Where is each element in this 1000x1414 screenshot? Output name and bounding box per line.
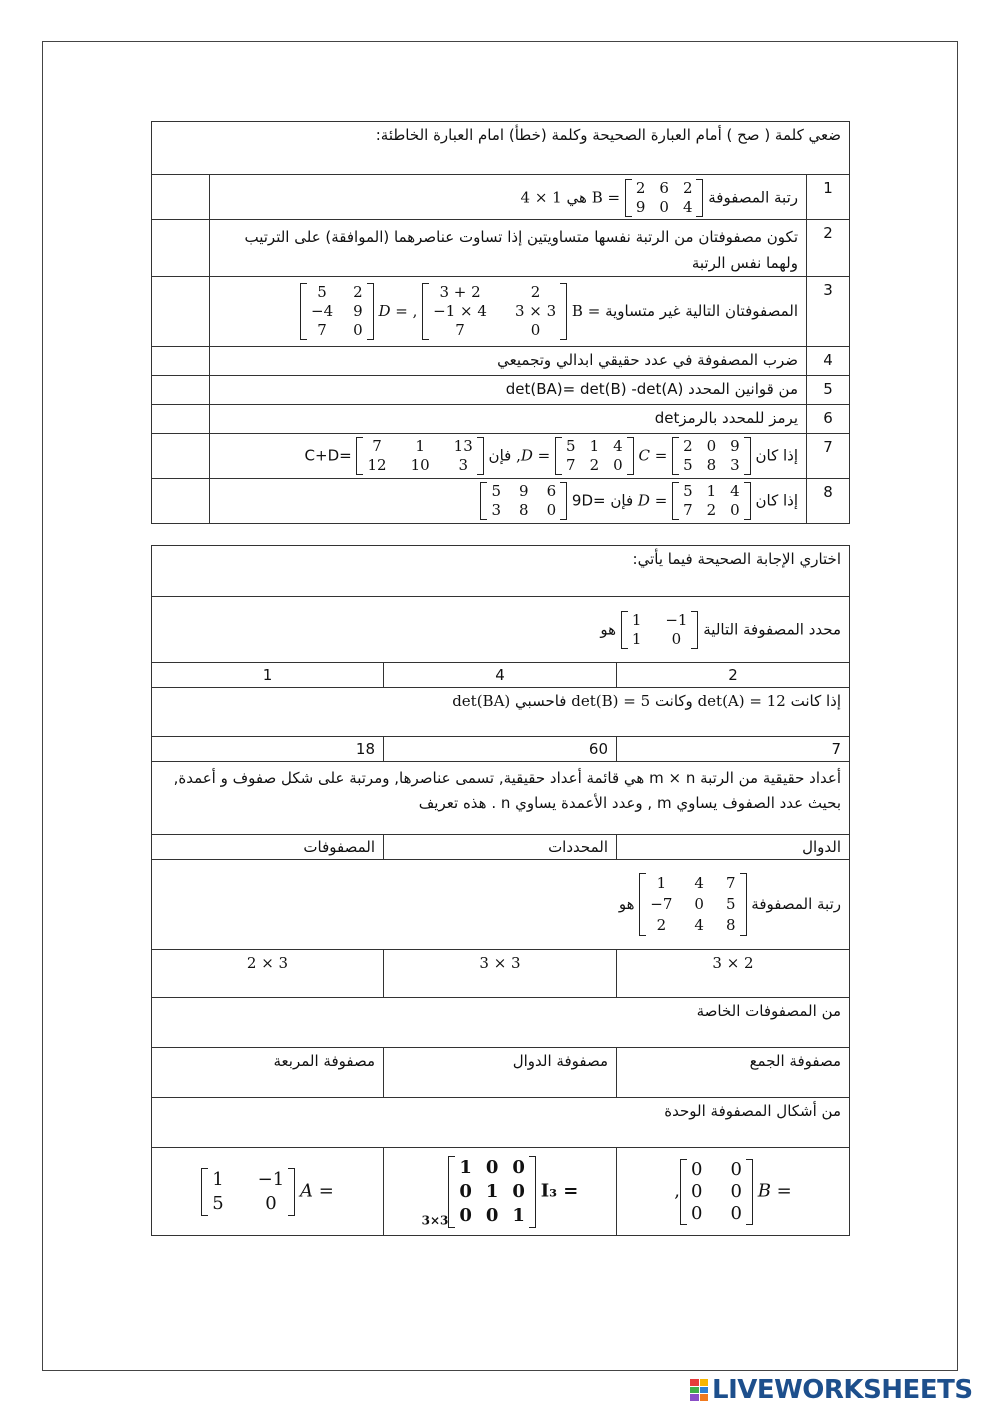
matrix-grid: 0 0 0 0 0 0 bbox=[691, 1158, 742, 1224]
matrix-grid: 2 0 9 5 8 3 bbox=[683, 437, 740, 474]
option[interactable]: 60 bbox=[384, 737, 617, 762]
statement-8 bbox=[210, 479, 807, 524]
matrix-grid: 2 6 2 9 0 4 bbox=[635, 179, 693, 216]
statement-text: هي bbox=[566, 188, 587, 207]
option[interactable]: 1 bbox=[152, 663, 384, 688]
question-text: إذا كانت bbox=[790, 692, 842, 710]
option[interactable]: الدوال bbox=[617, 835, 850, 860]
result-label: 9D= bbox=[571, 491, 606, 510]
matrix-label: A = bbox=[299, 1180, 334, 1201]
question-6: من أشكال المصفوفة الوحدة bbox=[152, 1098, 850, 1148]
statement-6 bbox=[210, 405, 807, 434]
matrix-grid: 1 0 0 0 1 0 0 0 1 bbox=[459, 1156, 525, 1226]
statement-4: ضرب المصفوفة في عدد حقيقي ابدالي وتجميعي bbox=[210, 347, 807, 376]
matrix-d bbox=[300, 283, 374, 340]
option-matrix bbox=[448, 1156, 536, 1228]
matrix-grid: 1 −1 1 0 bbox=[631, 610, 688, 648]
matrix-grid: 5 1 4 7 2 0 bbox=[683, 482, 740, 519]
answer-cell-5[interactable] bbox=[152, 376, 210, 405]
option[interactable]: المحددات bbox=[384, 835, 617, 860]
option[interactable]: 4 bbox=[384, 663, 617, 688]
statement-text: فإن bbox=[610, 491, 634, 510]
liveworksheets-logo[interactable] bbox=[690, 1375, 973, 1405]
question-text: هو bbox=[618, 895, 635, 913]
statement-text: يرمز للمحدد بالرمز bbox=[679, 409, 798, 427]
answer-cell-3[interactable] bbox=[152, 277, 210, 347]
matrix-label: B = bbox=[591, 188, 621, 207]
matrix-label: B = bbox=[571, 302, 601, 320]
matrix-grid: 3 + 2 2 −1 × 4 3 × 3 7 0 bbox=[433, 283, 557, 339]
statement-text: رتبة المصفوفة bbox=[708, 188, 798, 207]
item-number: 3 bbox=[807, 277, 850, 347]
statement-2: تكون مصفوفتان من الرتبة نفسها متساويتين إذا تساوت عناصرهما (الموافقة) على الترتيب ولهما نفس الرتبة bbox=[210, 220, 807, 277]
statement-text: فإن bbox=[488, 446, 512, 465]
option[interactable]: مصفوفة الجمع bbox=[617, 1048, 850, 1098]
matrix-grid: 5 9 6 3 8 0 bbox=[491, 482, 557, 519]
section1-title: ضعي كلمة ( صح ) أمام العبارة الصحيحة وكلمة (خطأ) امام العبارة الخاطئة: bbox=[152, 122, 850, 175]
statement-text: المصفوفتان التالية غير متساوية bbox=[605, 302, 798, 320]
logo-icon bbox=[690, 1379, 708, 1401]
statement-text: من قوانين المحدد bbox=[688, 380, 798, 398]
matrix-grid: 5 1 4 7 2 0 bbox=[566, 437, 623, 474]
question-text: هو bbox=[600, 620, 617, 638]
formula: det(B) = 5 bbox=[571, 692, 651, 710]
item-number: 5 bbox=[807, 376, 850, 405]
statement-5 bbox=[210, 376, 807, 405]
statement-text: إذا كان bbox=[755, 446, 798, 465]
option-matrix bbox=[680, 1159, 753, 1225]
answer-cell-1[interactable] bbox=[152, 175, 210, 220]
result-label: C+D= bbox=[304, 446, 352, 465]
matrix-grid: 1 4 7 −7 0 5 2 4 8 bbox=[650, 874, 736, 934]
matrix-label: D = bbox=[637, 491, 668, 510]
question-3: أعداد حقيقية من الرتبة m × n هي قائمة أعداد حقيقية, تسمى عناصرها, ومرتبة على شكل صفوف و أعمدة, بحيث عدد الصفوف يساوي m , وعدد الأعمدة يساوي n . هذه تعريف bbox=[152, 762, 850, 835]
item-number: 2 bbox=[807, 220, 850, 277]
question-5: من المصفوفات الخاصة bbox=[152, 998, 850, 1048]
matrix-result bbox=[480, 482, 567, 520]
answer-cell-6[interactable] bbox=[152, 405, 210, 434]
option[interactable]: 7 bbox=[617, 737, 850, 762]
item-number: 8 bbox=[807, 479, 850, 524]
matrix-grid: 1 −1 5 0 bbox=[212, 1168, 285, 1214]
question-2 bbox=[152, 688, 850, 737]
formula: det(BA) bbox=[452, 692, 511, 710]
answer-cell-7[interactable] bbox=[152, 434, 210, 479]
order-expression: 4 × 1 bbox=[520, 188, 562, 207]
option[interactable]: 2 bbox=[617, 663, 850, 688]
question-matrix bbox=[639, 873, 746, 936]
section2-title: اختاري الإجابة الصحيحة فيما يأتي: bbox=[152, 546, 850, 597]
option[interactable]: المصفوفات bbox=[152, 835, 384, 860]
answer-cell-8[interactable] bbox=[152, 479, 210, 524]
statement-1 bbox=[210, 175, 807, 220]
option-a[interactable] bbox=[152, 1148, 384, 1236]
option[interactable]: 3 × 2 bbox=[617, 950, 850, 998]
statement-7: إذا كان 2 0 9 5 8 3 C = 5 1 4 7 2 0 D =, فإن 7 1 13 12 10 3 C+D= bbox=[210, 434, 807, 479]
formula: det(A) = 12 bbox=[697, 692, 786, 710]
answer-cell-4[interactable] bbox=[152, 347, 210, 376]
matrix-d bbox=[555, 437, 634, 475]
option-identity[interactable] bbox=[384, 1148, 617, 1236]
matrix-b bbox=[625, 179, 704, 217]
matrix-label: B = bbox=[757, 1180, 792, 1201]
matrix-c bbox=[672, 437, 751, 475]
option[interactable]: 18 bbox=[152, 737, 384, 762]
true-false-table bbox=[151, 121, 850, 524]
matrix-result bbox=[356, 437, 483, 475]
matrix-d bbox=[672, 482, 751, 520]
matrix-subscript: 3×3 bbox=[421, 1213, 449, 1227]
multiple-choice-table bbox=[151, 545, 850, 1236]
question-text: رتبة المصفوفة bbox=[751, 895, 842, 913]
option[interactable]: 3 × 3 bbox=[384, 950, 617, 998]
option[interactable]: 2 × 3 bbox=[152, 950, 384, 998]
item-number: 1 bbox=[807, 175, 850, 220]
item-number: 4 bbox=[807, 347, 850, 376]
question-text: محدد المصفوفة التالية bbox=[703, 620, 842, 638]
brand-name: LIVEWORKSHEETS bbox=[712, 1375, 973, 1405]
option-matrix bbox=[201, 1168, 295, 1216]
matrix-label: I₃ = bbox=[540, 1180, 579, 1201]
matrix-grid: 5 2 −4 9 7 0 bbox=[311, 283, 363, 339]
item-number: 7 bbox=[807, 434, 850, 479]
question-text: فاحسبي bbox=[515, 692, 567, 710]
question-4 bbox=[152, 860, 850, 950]
item-number: 6 bbox=[807, 405, 850, 434]
option-b[interactable] bbox=[617, 1148, 850, 1236]
answer-cell-2[interactable] bbox=[152, 220, 210, 277]
formula: det bbox=[654, 409, 680, 427]
question-matrix bbox=[621, 611, 699, 649]
option[interactable]: مصفوفة المربعة bbox=[152, 1048, 384, 1098]
matrix-label: D = bbox=[520, 446, 551, 465]
question-1 bbox=[152, 597, 850, 663]
matrix-b bbox=[422, 283, 567, 340]
option[interactable]: مصفوفة الدوال bbox=[384, 1048, 617, 1098]
matrix-grid: 7 1 13 12 10 3 bbox=[367, 437, 473, 474]
question-text: وكانت bbox=[654, 692, 693, 710]
formula: det(BA)= det(B) -det(A) bbox=[505, 380, 684, 398]
statement-text: إذا كان bbox=[755, 491, 798, 510]
matrix-label: C = bbox=[638, 446, 668, 465]
matrix-label: D = bbox=[378, 302, 408, 320]
statement-3: المصفوفتان التالية غير متساوية B = 3 + 2 2 −1 × 4 3 × 3 7 0 , D = 5 2 −4 9 7 0 bbox=[210, 277, 807, 347]
matrix-suffix: , bbox=[674, 1180, 681, 1201]
